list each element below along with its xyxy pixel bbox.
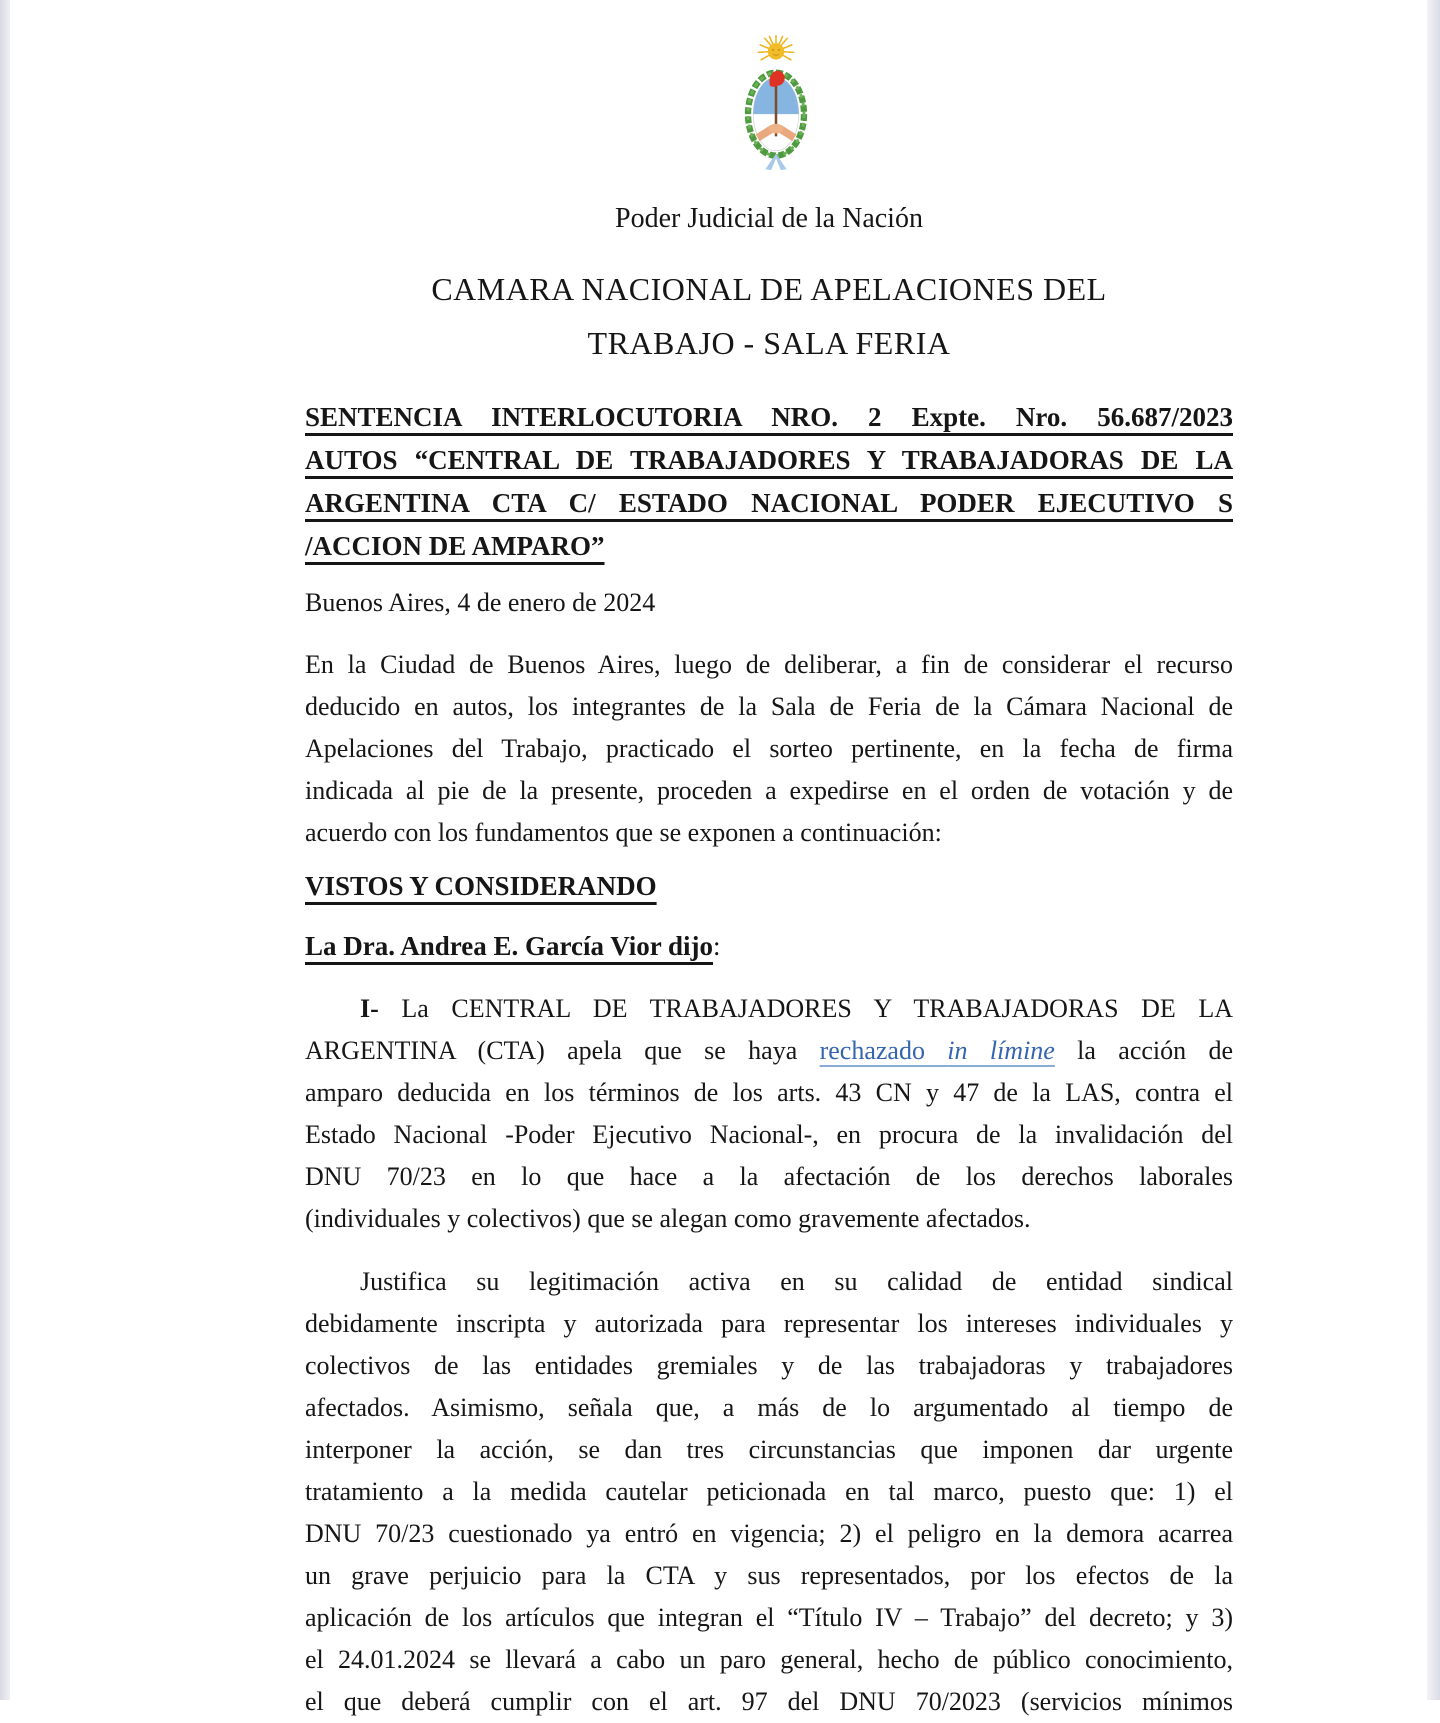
paragraph-2 <box>305 1261 1233 1723</box>
text-line: afectados. Asimismo, señala que, a más de lo argumentado al tiempo de <box>305 1393 1233 1422</box>
text-line: acuerdo con los fundamentos que se exponen a continuación: <box>305 818 942 847</box>
judge-name: La Dra. Andrea E. García Vior dijo <box>305 931 714 961</box>
text-line: amparo deducida en los términos de los arts. 43 CN y 47 de la LAS, contra el <box>305 1078 1233 1107</box>
court-title-line-2: TRABAJO - SALA FERIA <box>587 325 951 361</box>
text-line <box>305 988 1233 1030</box>
link-text-italic: in límine <box>947 1036 1055 1065</box>
court-title <box>305 262 1233 370</box>
paragraph-roman-1 <box>305 988 1233 1240</box>
text-line: un grave perjuicio para la CTA y sus representados, por los efectos de la <box>305 1561 1233 1590</box>
ruling-header <box>305 396 1233 568</box>
text-line: el 24.01.2024 se llevará a cabo un paro general, hecho de público conocimiento, <box>305 1645 1233 1674</box>
roman-numeral: I- <box>360 994 379 1023</box>
intro-paragraph <box>305 644 1233 854</box>
text-line: DNU 70/23 cuestionado ya entró en vigencia; 2) el peligro en la demora acarrea <box>305 1519 1233 1548</box>
text-line <box>305 1030 1233 1072</box>
text-line: ARGENTINA CTA C/ ESTADO NACIONAL PODER EJECUTIVO S <box>305 488 1233 518</box>
text-segment: La CENTRAL DE TRABAJADORES Y TRABAJADORAS DE LA <box>378 994 1233 1023</box>
text-segment: la acción de <box>1054 1036 1233 1065</box>
text-line: SENTENCIA INTERLOCUTORIA NRO. 2 Expte. Nro. 56.687/2023 <box>305 402 1233 432</box>
in-limine-link[interactable] <box>820 1036 1055 1065</box>
page-edge-right <box>1427 0 1440 1700</box>
section-heading-vistos <box>305 871 1233 902</box>
institution-title: Poder Judicial de la Nación <box>615 203 923 234</box>
dateline: Buenos Aires, 4 de enero de 2024 <box>305 588 656 617</box>
section-heading-text: VISTOS Y CONSIDERANDO <box>305 871 657 901</box>
court-title-line-1: CAMARA NACIONAL DE APELACIONES DEL <box>431 271 1107 307</box>
text-line: DNU 70/23 en lo que hace a la afectación de los derechos laborales <box>305 1162 1233 1191</box>
text-line: el que deberá cumplir con el art. 97 del DNU 70/2023 (servicios mínimos <box>305 1687 1233 1716</box>
text-segment: ARGENTINA (CTA) apela que se haya <box>305 1036 820 1065</box>
text-line: Apelaciones del Trabajo, practicado el sorteo pertinente, en la fecha de firma <box>305 734 1233 763</box>
text-line: tratamiento a la medida cautelar peticionada en tal marco, puesto que: 1) el <box>305 1477 1233 1506</box>
text-line: indicada al pie de la presente, proceden a expedirse en el orden de votación y de <box>305 776 1233 805</box>
judge-attribution <box>305 931 1233 962</box>
text-line: Justifica su legitimación activa en su calidad de entidad sindical <box>360 1267 1233 1296</box>
text-line: colectivos de las entidades gremiales y de las trabajadoras y trabajadores <box>305 1351 1233 1380</box>
argentina-coat-of-arms-icon <box>732 34 820 174</box>
text-line: En la Ciudad de Buenos Aires, luego de deliberar, a fin de considerar el recurso <box>305 650 1233 679</box>
text-line: Estado Nacional -Poder Ejecutivo Nacional-, en procura de la invalidación del <box>305 1120 1233 1149</box>
page-edge-left <box>0 0 10 1700</box>
text-line: debidamente inscripta y autorizada para representar los intereses individuales y <box>305 1309 1233 1338</box>
text-line: interponer la acción, se dan tres circunstancias que imponen dar urgente <box>305 1435 1233 1464</box>
text-line: deducido en autos, los integrantes de la Sala de Feria de la Cámara Nacional de <box>305 692 1233 721</box>
text-line: AUTOS “CENTRAL DE TRABAJADORES Y TRABAJADORAS DE LA <box>305 445 1233 475</box>
text-line: (individuales y colectivos) que se alegan como gravemente afectados. <box>305 1204 1031 1233</box>
judge-colon: : <box>713 931 721 961</box>
text-line: aplicación de los artículos que integran el “Título IV – Trabajo” del decreto; y 3) <box>305 1603 1233 1632</box>
link-text: rechazado <box>819 1036 948 1065</box>
text-line: /ACCION DE AMPARO” <box>305 531 605 561</box>
